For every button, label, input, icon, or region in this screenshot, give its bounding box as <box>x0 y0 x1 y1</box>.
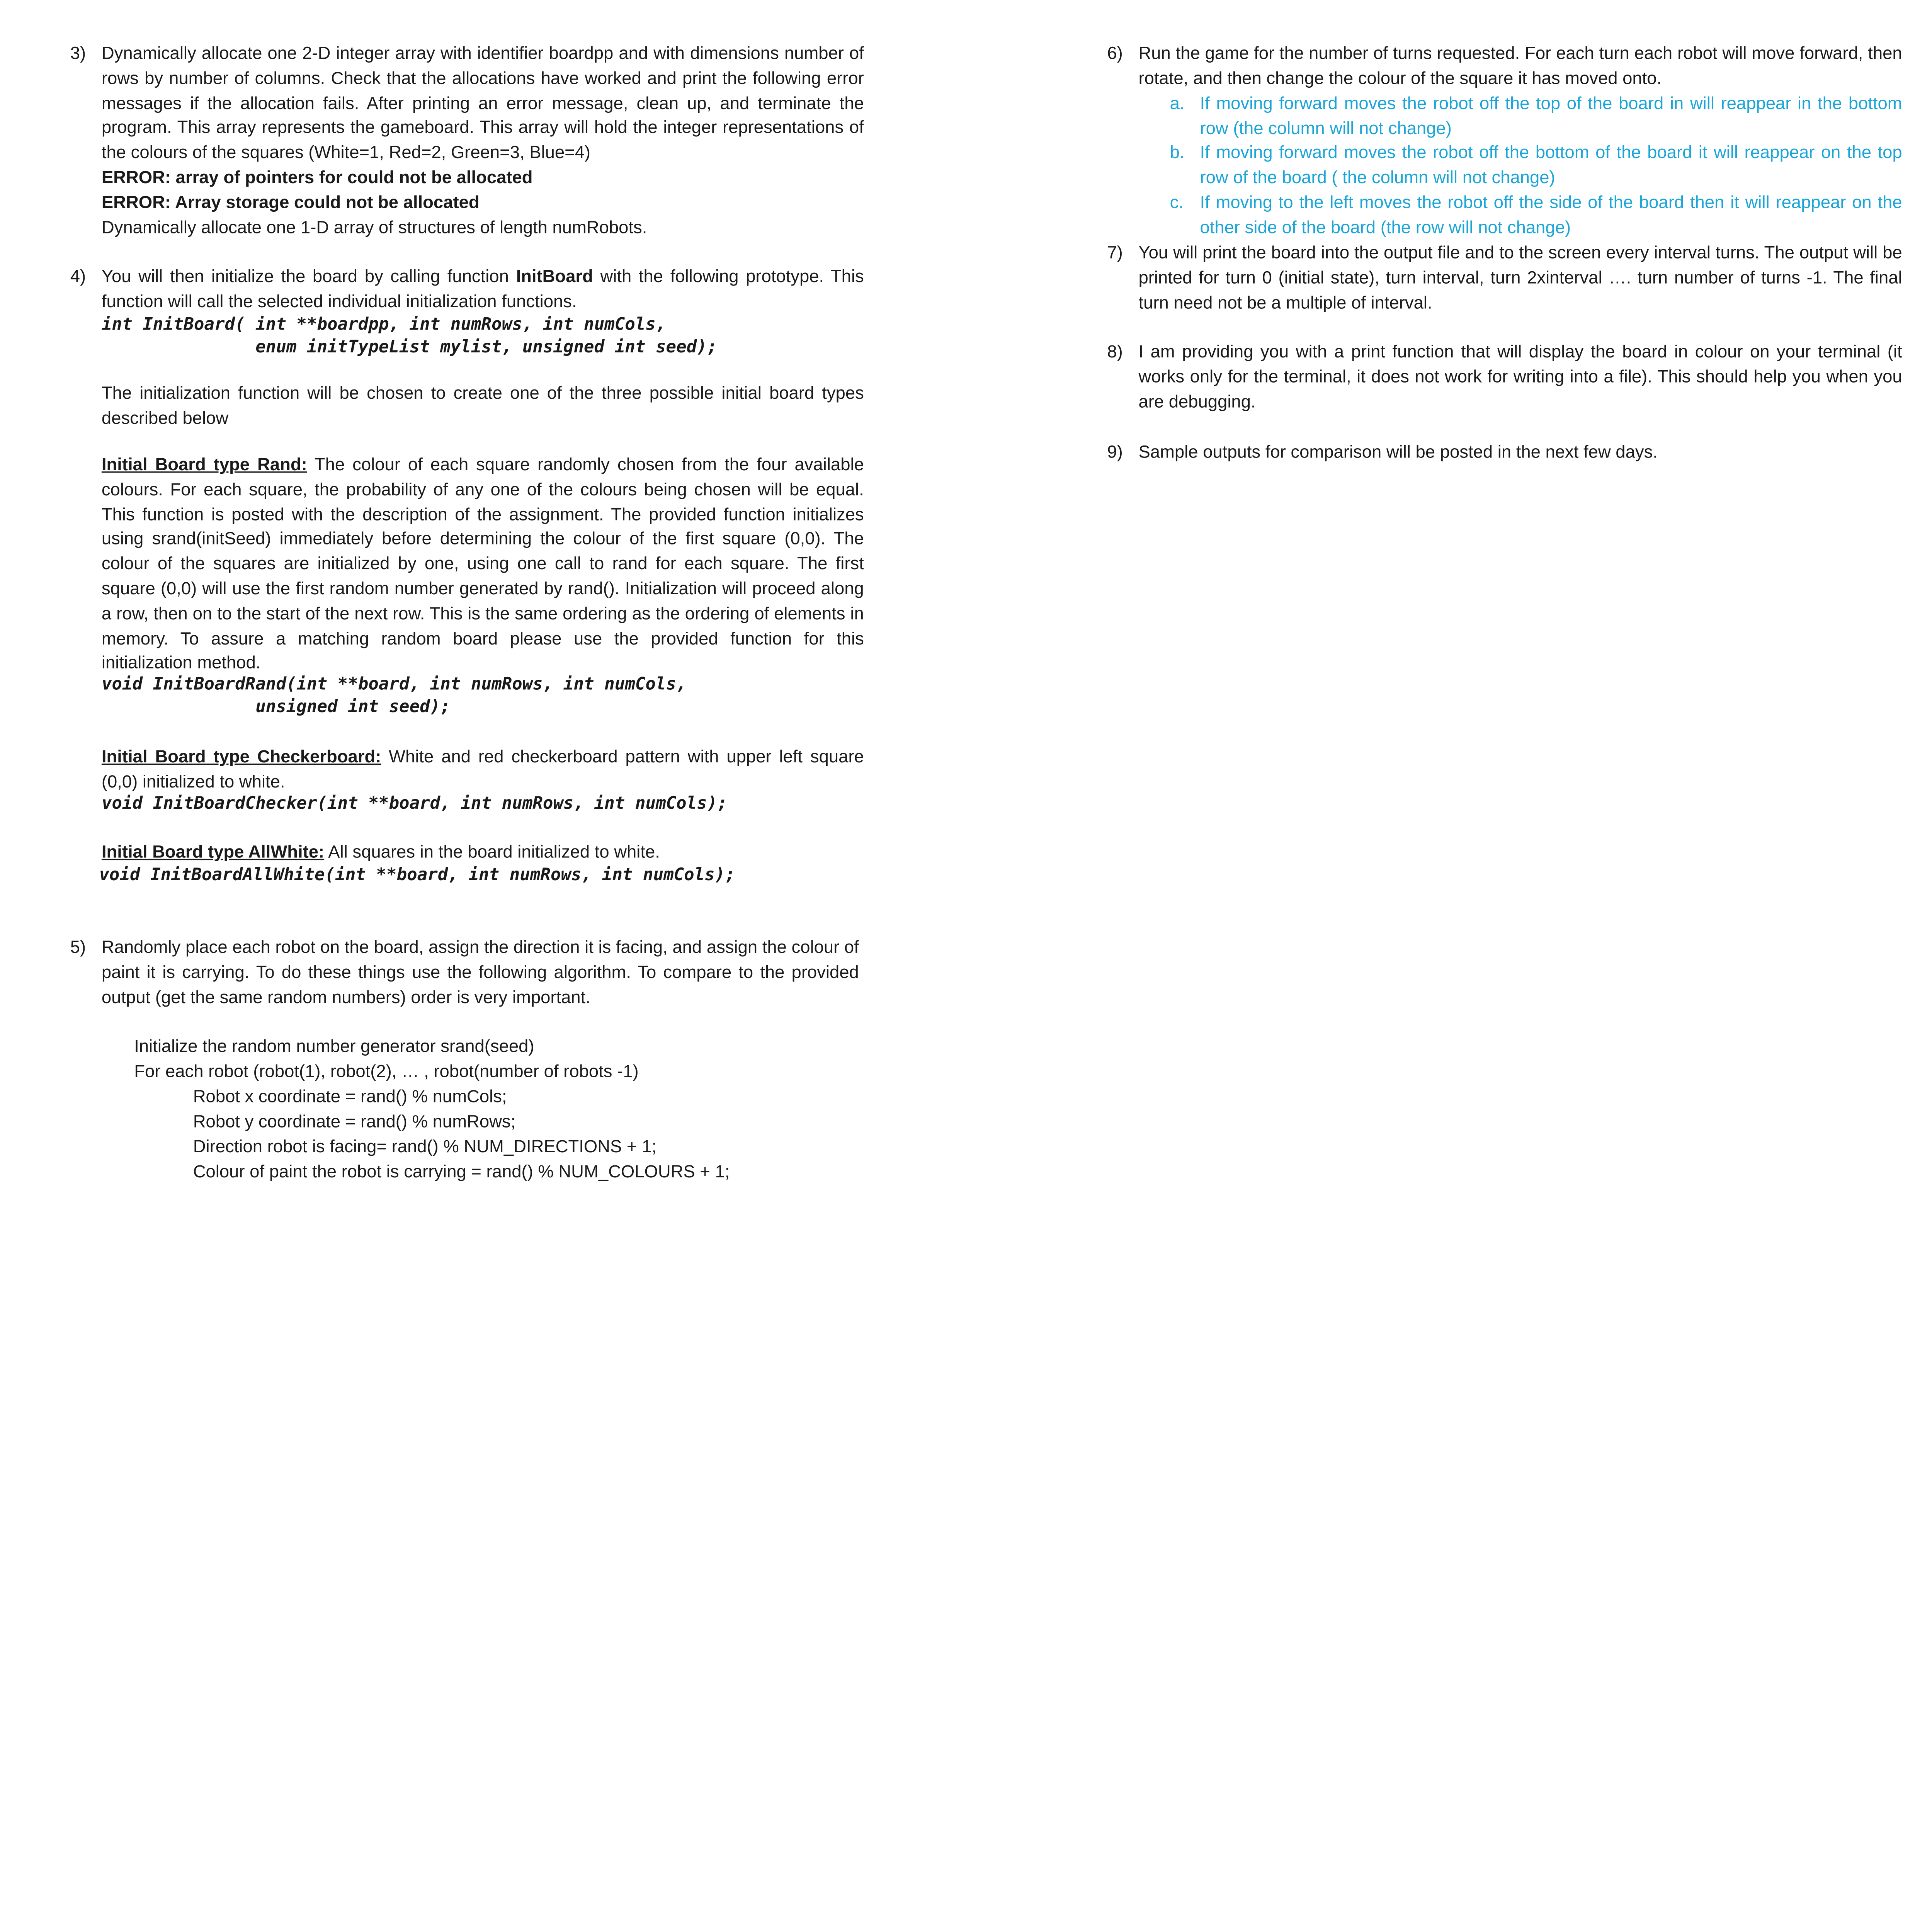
allwhite-prototype: void InitBoardAllWhite(int **board, int numRows, int numCols); <box>99 865 735 885</box>
item-3-error-2: ERROR: Array storage could not be allocated <box>101 192 480 212</box>
item-6-number: 6) <box>1107 43 1123 63</box>
item-8-number: 8) <box>1107 341 1123 361</box>
allwhite-board-title: Initial Board type AllWhite: <box>101 841 325 862</box>
init-intro-text: The initialization function will be chosen to create one of the three possible initial board types described below <box>101 382 864 427</box>
item-4-text-b: with the following prototype. This function will call the selected individual initialization functions. <box>101 265 864 311</box>
item-3-text: Dynamically allocate one 2-D integer array with identifier boardpp and with dimensions number of rows by number of columns. Check that the allocations have worked and print the following error messages if the allocation fails. After printing an error message, clean up, and terminate the program. This array represents the gameboard. This array will hold the integer representations of the colours of the squares (White=1, Red=2, Green=3, Blue=4) <box>101 43 864 162</box>
item-6c-text: If moving to the left moves the robot off the side of the board then it will reappear on the other side of the board (the row will not change) <box>1200 192 1902 237</box>
item-6-text: Run the game for the number of turns requested. For each turn each robot will move forward, then rotate, and then change the colour of the square it has moved onto. <box>1138 43 1902 88</box>
algo-line-1: Initialize the random number generator srand(seed) <box>134 1036 534 1056</box>
rand-board-description <box>102 452 864 676</box>
item-5-text: Randomly place each robot on the board, assign the direction it is facing, and assign the colour of paint it is carrying. To do these things use the following algorithm. To compare to the provided output (get the same random numbers) order is very important. <box>101 937 859 1007</box>
item-4-initboard-name: InitBoard <box>516 265 593 286</box>
item-4-text <box>102 265 864 314</box>
rand-board-text: The colour of each square randomly chosen from the four available colours. For each square, the probability of any one of the colours being chosen will be equal. This function is posted with the description of the assignment. The provided function initializes using srand(initSeed) immediately before determining the colour of the first square (0,0). The colour of the squares are initialized by one, using one call to rand for each square. The first square (0,0) will use the first random number generated by rand(). Initialization will proceed along a row, then on to the start of the next row. This is the same ordering as the ordering of elements in memory. To assure a matching random board please use the provided function for this initialization method. <box>101 454 864 673</box>
item-4-text-a: You will then initialize the board by calling function <box>101 265 516 286</box>
allwhite-board-description <box>102 840 660 865</box>
algo-line-6: Colour of paint the robot is carrying = rand() % NUM_COLOURS + 1; <box>193 1161 730 1181</box>
item-3-error-1: ERROR: array of pointers for could not be allocated <box>101 167 533 187</box>
algo-line-2: For each robot (robot(1), robot(2), … , robot(number of robots -1) <box>134 1061 639 1081</box>
item-7-text: You will print the board into the output file and to the screen every interval turns. The output will be printed for turn 0 (initial state), turn interval, turn 2xinterval …. turn number of turns -1. The final turn need not be a multiple of interval. <box>1138 242 1902 312</box>
item-6c-letter: c. <box>1170 192 1184 212</box>
initboard-prototype-line-2: enum initTypeList mylist, unsigned int seed); <box>101 337 718 357</box>
checker-board-text: White and red checkerboard pattern with upper left square (0,0) initialized to white. <box>101 746 864 791</box>
item-4-number: 4) <box>70 265 86 286</box>
item-9-number: 9) <box>1107 441 1123 462</box>
checker-board-description <box>102 745 864 794</box>
rand-prototype-line-2: unsigned int seed); <box>101 697 451 718</box>
item-7-number: 7) <box>1107 242 1123 262</box>
algo-line-3: Robot x coordinate = rand() % numCols; <box>193 1086 507 1106</box>
checker-prototype: void InitBoardChecker(int **board, int numRows, int numCols); <box>101 794 728 814</box>
rand-prototype-line-1: void InitBoardRand(int **board, int numRows, int numCols, <box>101 674 687 695</box>
item-8-text: I am providing you with a print function that will display the board in colour on your terminal (it works only for the terminal, it does not work for writing into a file). This should help you when you are debugging. <box>1138 341 1902 411</box>
item-6a-text: If moving forward moves the robot off the top of the board in will reappear in the bottom row (the column will not change) <box>1200 93 1902 138</box>
rand-board-title: Initial Board type Rand: <box>101 454 307 474</box>
item-6b-letter: b. <box>1170 141 1185 162</box>
algo-line-4: Robot y coordinate = rand() % numRows; <box>193 1111 516 1131</box>
initboard-prototype-line-1: int InitBoard( int **boardpp, int numRows, int numCols, <box>101 315 666 335</box>
item-3-last-line: Dynamically allocate one 1-D array of structures of length numRobots. <box>101 217 647 237</box>
algo-line-5: Direction robot is facing= rand() % NUM_DIRECTIONS + 1; <box>193 1136 657 1156</box>
item-6a-letter: a. <box>1170 93 1185 113</box>
item-9-text: Sample outputs for comparison will be posted in the next few days. <box>1138 441 1658 462</box>
item-3-number: 3) <box>70 43 86 63</box>
allwhite-board-text: All squares in the board initialized to white. <box>324 841 660 862</box>
item-5-number: 5) <box>70 937 86 957</box>
item-6b-text: If moving forward moves the robot off the bottom of the board it will reappear on the top row of the board ( the column will not change) <box>1200 141 1902 187</box>
checker-board-title: Initial Board type Checkerboard: <box>101 746 381 766</box>
